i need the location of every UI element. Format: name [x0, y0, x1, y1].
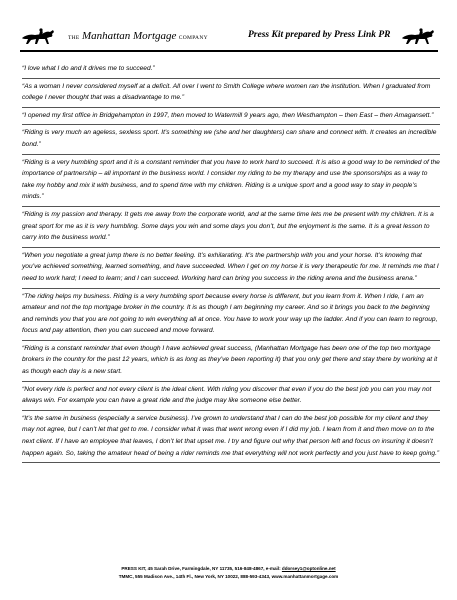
footer-email-link[interactable]: ddorsey1@optonline.net	[281, 566, 336, 571]
quote-paragraph: “I love what I do and it drives me to succeed.”	[22, 65, 155, 72]
quote-paragraph: “As a woman I never considered myself at a deficit. All over I went to Smith College where women ran the institution. When I graduated from college I never thought that was a disadvantage to me.”	[22, 78, 440, 107]
brand-company: COMPANY	[178, 35, 208, 41]
quote-list	[22, 61, 440, 463]
page-header	[20, 26, 438, 48]
quote-paragraph: “Riding is a very humbling sport and it is a constant reminder that you have to work hard to succeed. It is also a good way to be reminded of the importance of partnership – all important in the business world. I consider my riding to be my therapy and use the sponsorships as a way to take my hobby and mix it with business, and to spend time with my children. Riding is a unique sport and a good way to stay in people’s minds.”	[22, 154, 440, 206]
page-footer	[0, 565, 457, 581]
company-brand	[68, 30, 208, 42]
quote-paragraph: “It’s the same in business (especially a service business). I’ve grown to understand that I can do the best job possible for my client and they may not agree, but I can’t let that get to me. I consider what it was that went wrong even if I did my job. I learn from it and then move on to the next client. If I have an employee that leaves, I don’t let that upset me. I try and figure out why that person left and focus on insuring it doesn’t happen again. So, taking the amateur head of being a rider reminds me that everything will not work perfectly and you just have to keep going.”	[22, 410, 440, 463]
horse-rider-icon	[20, 26, 58, 46]
quote-paragraph: “Riding is my passion and therapy. It gets me away from the corporate world, and at the same time lets me be present with my children. It is a great sport for me as it is very humbling. Some days you win and some days you don’t, but the enjoyment is the same. It is a great lesson to carry into the business world.”	[22, 206, 440, 247]
quote-paragraph: “Riding is a constant reminder that even though I have achieved great success, (Manhattan Mortgage has been one of the top two mortgage brokers in the country for the past 12 years, which is as long as they’ve been reporting it) that you only get there and stay there by working at it as though each day is a new start.	[22, 340, 440, 381]
brand-the: THE	[68, 35, 80, 41]
press-kit-title: Press Kit prepared by Press Link PR	[248, 30, 391, 40]
footer-address: PRESS KIT, 45 Sarah Drive, Farmingdale, NY 11735, 516-848-4867, e-mail:	[121, 566, 282, 571]
header-divider	[20, 50, 438, 52]
quote-paragraph: “The riding helps my business. Riding is a very humbling sport because every horse is different, but you learn from it. When I ride, I am an amateur and not the top mortgage broker in the country. It is as though I am beginning my career. And so it brings you back to the beginning and reminds you that you are not going to win everything all at once. You have to work your way up the ladder. And if you can learn to regroup, focus and pay attention, then you can succeed and move forward.	[22, 288, 440, 340]
brand-name: Manhattan Mortgage	[81, 30, 177, 42]
quote-paragraph: “Riding is very much an ageless, sexless sport. It’s something we (she and her daughters) can share and connect with. It creates an incredible bond.”	[22, 124, 440, 153]
horse-rider-icon	[400, 26, 438, 46]
quote-paragraph: “I opened my first office in Bridgehampton in 1997, then moved to Watermill 9 years ago, then Westhampton – then East – then Amagansett.”	[22, 107, 440, 125]
footer-line-2: TMMC, 555 Madison Ave., 14th Fl., New York, NY 10022, 888-593-4343, www.manhattanmortgage.com	[118, 574, 339, 579]
quote-paragraph: “Not every ride is perfect and not every client is the ideal client. With riding you discover that even if you do the best job you can you may not always win. For example you can have a great ride and the judge may like someone else better.	[22, 381, 440, 410]
quote-paragraph: “When you negotiate a great jump there is no better feeling. It’s exhilarating. It’s the partnership with you and your horse. It’s knowing that you’ve achieved something, learned something, and have succeeded. When I get on my horse it is very therapeutic for me. It reminds me that I need to work hard; I need to learn; and I can succeed. Working hard can bring you success in the riding arena and the business arena.”	[22, 247, 440, 288]
footer-line-1	[0, 565, 457, 573]
